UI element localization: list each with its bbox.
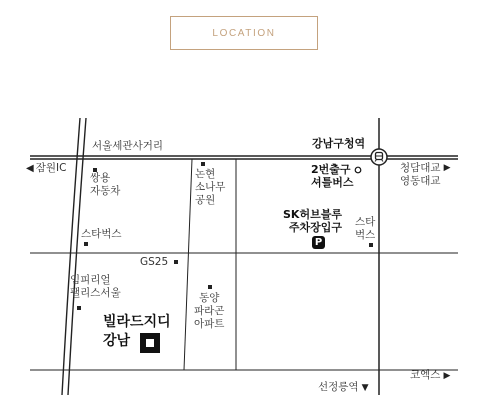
place-label: 벅스 (355, 229, 376, 241)
bus-stop-icon (354, 166, 362, 174)
direction-left-label: 잠원IC (35, 162, 67, 174)
place-sk-parking (283, 208, 342, 234)
destination-sub: 강남 (103, 333, 131, 349)
direction-right-label-2: 영동대교 (400, 175, 441, 187)
place-label: 논현 (195, 168, 216, 180)
place-gs25: GS25 (140, 256, 169, 268)
street-label-seoul-customs: 서울세관사거리 (92, 140, 164, 152)
direction-right (400, 162, 451, 188)
place-ssangyong (90, 172, 120, 198)
location-button[interactable]: LOCATION (170, 16, 318, 50)
place-label: 주차장입구 (288, 221, 342, 234)
place-label: 아파트 (194, 318, 225, 330)
place-label: 셔틀버스 (311, 176, 354, 189)
place-dot (84, 242, 88, 246)
center-road-line-1 (184, 159, 192, 370)
arrow-left-icon: ◀ (26, 163, 34, 174)
destination-name: 빌라드지디 (103, 314, 171, 330)
place-label: 자동차 (90, 185, 121, 197)
place-starbucks-right (355, 216, 375, 242)
place-nonhyeon-park (195, 168, 225, 207)
arrow-right-icon: ▶ (443, 163, 451, 173)
place-dot (77, 306, 81, 310)
destination-label (103, 313, 171, 351)
place-dot (201, 162, 205, 166)
parking-icon: P (312, 236, 325, 249)
place-label: 공원 (195, 194, 216, 206)
place-label: SK허브블루 (283, 208, 342, 221)
place-exit2-shuttle (311, 163, 362, 189)
direction-left (26, 162, 66, 175)
place-label: 동양 (199, 292, 220, 304)
direction-bottom-label: 선정릉역 (318, 381, 359, 393)
direction-coex-label: 코엑스 (410, 369, 441, 381)
place-dot (369, 243, 373, 247)
place-label: 2번출구 (311, 163, 351, 176)
direction-right-label-1: 청담대교 (400, 162, 441, 174)
direction-coex (410, 369, 450, 382)
place-starbucks-left: 스타벅스 (81, 228, 122, 240)
subway-icon (370, 148, 388, 166)
place-label: 쌍용 (90, 172, 111, 184)
place-label: 임피리얼 (70, 274, 111, 286)
place-imperial (70, 274, 121, 300)
place-label: 팰리스서울 (70, 287, 121, 299)
direction-bottom (318, 381, 369, 394)
arrow-down-icon: ▼ (361, 382, 369, 393)
arrow-right-icon: ▶ (443, 370, 451, 381)
destination-marker-icon (140, 333, 160, 353)
station-label: 강남구청역 (312, 137, 366, 150)
place-dongyang (194, 292, 224, 331)
place-label: 스타 (355, 216, 376, 228)
place-label: 파라곤 (194, 305, 225, 317)
place-dot (174, 260, 178, 264)
place-dot (208, 285, 212, 289)
place-label: 소나무 (195, 181, 226, 193)
